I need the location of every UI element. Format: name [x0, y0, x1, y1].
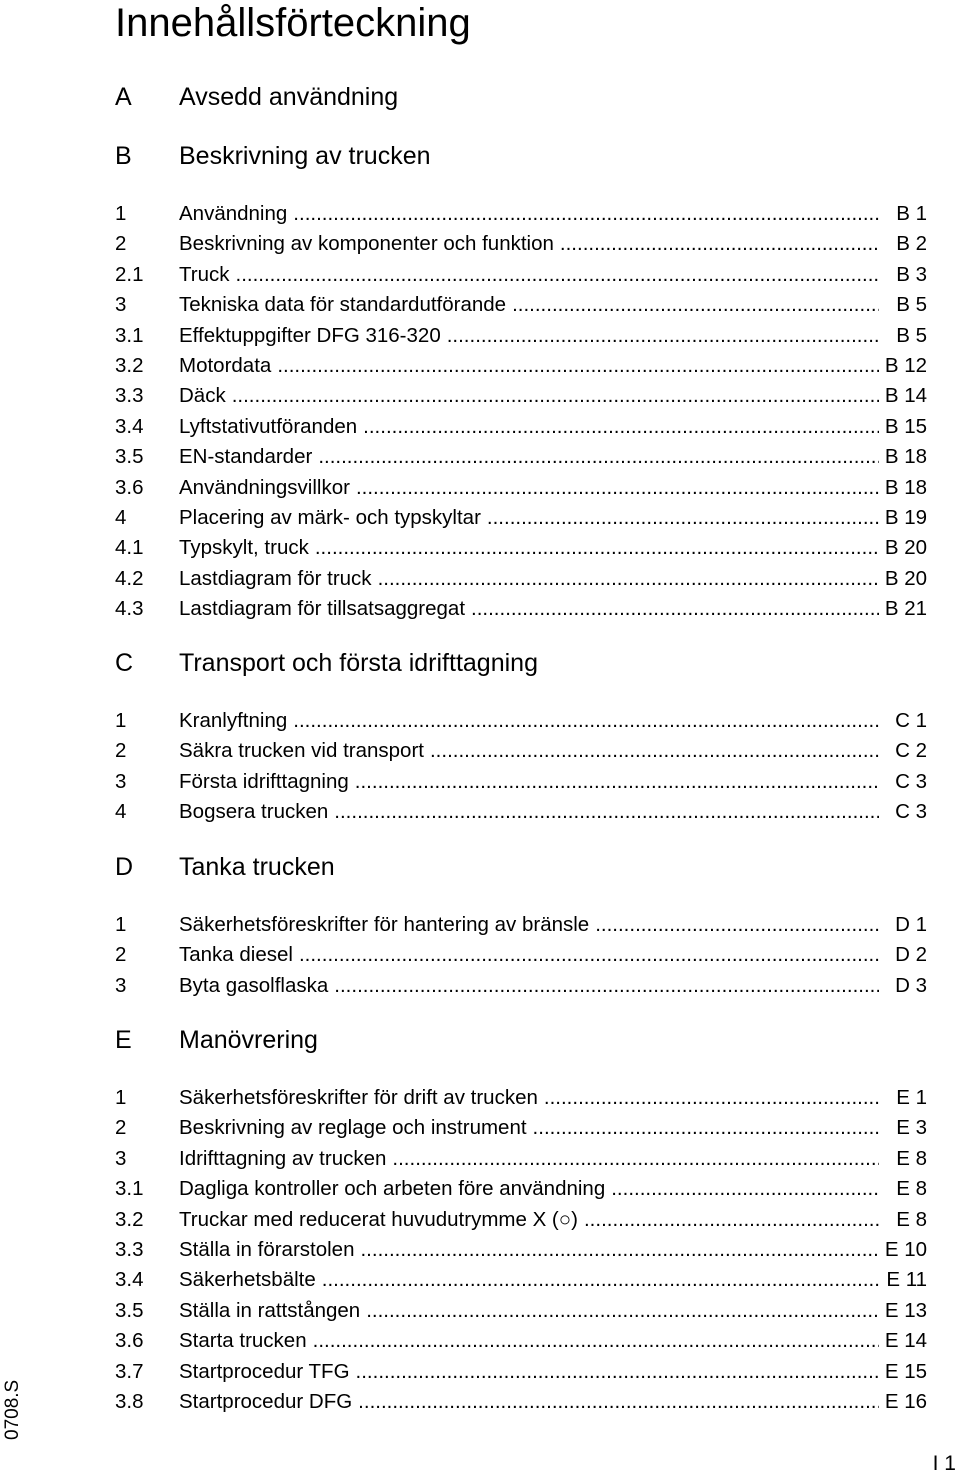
entry-page: B 18: [884, 475, 927, 499]
entry-number: 3.1: [115, 323, 144, 347]
section-title: Manövrering: [179, 1026, 318, 1054]
entry-page: B 5: [896, 323, 927, 347]
section-letter: E: [115, 1026, 132, 1054]
dot-leader: [293, 708, 879, 734]
table-of-contents: [115, 0, 927, 1482]
entry-label: Byta gasolflaska: [179, 973, 329, 997]
section-letter: C: [115, 649, 134, 677]
dot-leader: [584, 1207, 879, 1233]
entry-page: C 3: [895, 800, 927, 824]
entry-page: E 16: [884, 1390, 927, 1413]
entry-number: 1: [115, 709, 127, 732]
entry-number: 3: [115, 293, 127, 317]
section-title: Avsedd användning: [179, 83, 399, 111]
entry-label: Beskrivning av reglage och instrument: [179, 1116, 527, 1140]
dot-leader: [322, 1267, 879, 1293]
section-heading: [115, 852, 927, 882]
entry-number: 3.6: [115, 1329, 144, 1353]
entry-label: Kranlyftning: [179, 709, 288, 732]
entry-number: 1: [115, 202, 127, 225]
toc-entry[interactable]: [115, 414, 927, 440]
dot-leader: [360, 1237, 879, 1263]
entry-page: E 1: [896, 1086, 927, 1109]
entry-number: 3.3: [115, 384, 144, 408]
section-letter: D: [115, 853, 134, 881]
entry-label: Användningsvillkor: [179, 475, 350, 499]
dot-leader: [366, 1298, 879, 1324]
entry-label: Säkerhetsföreskrifter för hantering av bränsle: [179, 913, 590, 936]
toc-entry[interactable]: [115, 1207, 927, 1233]
toc-entry[interactable]: [115, 1389, 927, 1415]
page-title: Innehållsförteckning: [115, 1, 471, 45]
entry-page: E 10: [884, 1238, 927, 1261]
toc-entry[interactable]: [115, 1298, 927, 1324]
entry-page: E 11: [886, 1268, 927, 1292]
entry-label: Lastdiagram för tillsatsaggregat: [179, 597, 466, 621]
entry-label: Däck: [179, 384, 226, 408]
entry-number: 3: [115, 973, 127, 997]
entry-label: Säkra trucken vid transport: [179, 739, 424, 763]
entry-label: Effektuppgifter DFG 316-320: [179, 323, 441, 347]
toc-entry[interactable]: [115, 1176, 927, 1202]
entry-page: D 2: [895, 943, 927, 967]
entry-page: B 3: [896, 262, 927, 286]
dot-leader: [334, 973, 879, 999]
entry-label: EN-standarder: [179, 445, 313, 469]
entry-page: B 20: [884, 566, 927, 590]
toc-entry[interactable]: [115, 769, 927, 795]
entry-page: B 12: [884, 354, 927, 377]
entry-page: B 21: [884, 597, 927, 621]
entry-page: E 8: [896, 1146, 927, 1170]
section-title: Transport och första idrifttagning: [179, 649, 538, 677]
entry-label: Truck: [179, 262, 230, 286]
entry-number: 3.7: [115, 1359, 144, 1383]
toc-entry[interactable]: [115, 708, 927, 734]
entry-label: Typskylt, truck: [179, 536, 309, 560]
dot-leader: [358, 1389, 879, 1415]
dot-leader: [356, 1359, 879, 1385]
dot-leader: [533, 1115, 879, 1141]
entry-label: Beskrivning av komponenter och funktion: [179, 232, 554, 256]
toc-entry[interactable]: [115, 201, 927, 227]
dot-leader: [378, 566, 879, 592]
entry-number: 4.2: [115, 566, 144, 590]
entry-label: Tekniska data för standardutförande: [179, 293, 507, 317]
entry-number: 4.1: [115, 536, 144, 560]
dot-leader: [236, 262, 880, 288]
entry-number: 3.2: [115, 1207, 144, 1231]
toc-entry[interactable]: [115, 973, 927, 999]
toc-entry[interactable]: [115, 444, 927, 470]
entry-label: Startprocedur TFG: [179, 1359, 350, 1383]
entry-number: 2: [115, 943, 127, 967]
section-title: Tanka trucken: [179, 853, 335, 881]
entry-page: B 19: [884, 506, 927, 529]
dot-leader: [318, 444, 879, 470]
entry-number: 3.2: [115, 354, 144, 377]
entry-page: D 1: [895, 913, 927, 936]
entry-number: 2.1: [115, 262, 144, 286]
entry-label: Lyftstativutföranden: [179, 414, 358, 438]
toc-entry[interactable]: [115, 262, 927, 288]
entry-number: 4: [115, 800, 127, 824]
entry-number: 2: [115, 1116, 127, 1140]
dot-leader: [356, 475, 879, 501]
dot-leader: [293, 201, 879, 227]
dot-leader: [392, 1146, 879, 1172]
entry-page: E 15: [884, 1359, 927, 1383]
entry-page: B 14: [884, 384, 927, 408]
toc-entry[interactable]: [115, 535, 927, 561]
entry-label: Ställa in rattstången: [179, 1298, 361, 1322]
entry-page: B 1: [896, 202, 927, 225]
entry-label: Ställa in förarstolen: [179, 1238, 355, 1261]
entry-number: 2: [115, 739, 127, 763]
entry-number: 3.1: [115, 1177, 144, 1201]
entry-number: 3.4: [115, 1268, 144, 1292]
entry-page: C 1: [895, 709, 927, 732]
toc-entry[interactable]: [115, 596, 927, 622]
entry-number: 3.6: [115, 475, 144, 499]
entry-number: 3.5: [115, 1298, 144, 1322]
entry-page: E 8: [896, 1177, 927, 1201]
dot-leader: [487, 505, 879, 531]
toc-entry[interactable]: [115, 1237, 927, 1263]
toc-entry[interactable]: [115, 799, 927, 825]
dot-leader: [595, 912, 879, 938]
entry-label: Lastdiagram för truck: [179, 566, 372, 590]
dot-leader: [447, 323, 879, 349]
entry-label: Starta trucken: [179, 1329, 307, 1353]
toc-entry[interactable]: [115, 566, 927, 592]
toc-entry[interactable]: [115, 505, 927, 531]
entry-label: Säkerhetsföreskrifter för drift av trucken: [179, 1086, 538, 1109]
entry-page: B 2: [896, 232, 927, 256]
dot-leader: [471, 596, 879, 622]
dot-leader: [430, 738, 879, 764]
dot-leader: [544, 1085, 879, 1111]
entry-page: E 3: [896, 1116, 927, 1140]
dot-leader: [313, 1328, 879, 1354]
entry-label: Bogsera trucken: [179, 800, 329, 824]
toc-entry[interactable]: [115, 353, 927, 379]
entry-number: 1: [115, 913, 127, 936]
dot-leader: [512, 292, 879, 318]
section-heading: [115, 82, 927, 112]
entry-page: E 8: [896, 1207, 927, 1231]
entry-page: B 5: [896, 293, 927, 317]
section-title: Beskrivning av trucken: [179, 142, 431, 170]
entry-label: Tanka diesel: [179, 943, 293, 967]
entry-page: B 20: [884, 536, 927, 560]
toc-entry[interactable]: [115, 383, 927, 409]
page-number: I 1: [932, 1452, 956, 1475]
toc-entry[interactable]: [115, 475, 927, 501]
toc-entry[interactable]: [115, 1146, 927, 1172]
section-heading: [115, 141, 927, 171]
entry-label: Startprocedur DFG: [179, 1390, 353, 1413]
entry-number: 3: [115, 1146, 127, 1170]
toc-entry[interactable]: [115, 1328, 927, 1354]
section-letter: A: [115, 83, 132, 111]
entry-number: 4: [115, 506, 127, 529]
dot-leader: [315, 535, 879, 561]
entry-number: 3: [115, 769, 127, 793]
entry-page: D 3: [895, 973, 927, 997]
entry-page: E 13: [884, 1298, 927, 1322]
toc-entry[interactable]: [115, 231, 927, 257]
dot-leader: [277, 353, 879, 379]
entry-page: C 2: [895, 739, 927, 763]
entry-label: Dagliga kontroller och arbeten före användning: [179, 1177, 606, 1201]
entry-number: 3.8: [115, 1390, 144, 1413]
section-heading: [115, 1025, 927, 1055]
dot-leader: [334, 799, 879, 825]
entry-label: Motordata: [179, 354, 272, 377]
dot-leader: [611, 1176, 879, 1202]
toc-entry[interactable]: [115, 942, 927, 968]
dot-leader: [232, 383, 879, 409]
toc-entry[interactable]: [115, 738, 927, 764]
dot-leader: [560, 231, 879, 257]
toc-entry[interactable]: [115, 1085, 927, 1111]
entry-number: 2: [115, 232, 127, 256]
entry-number: 1: [115, 1086, 127, 1109]
section-letter: B: [115, 142, 132, 170]
entry-page: B 15: [884, 414, 927, 438]
dot-leader: [363, 414, 879, 440]
toc-entry[interactable]: [115, 1267, 927, 1293]
entry-label: Truckar med reducerat huvudutrymme X (○): [179, 1207, 578, 1231]
dot-leader: [355, 769, 879, 795]
toc-entry[interactable]: [115, 292, 927, 318]
dot-leader: [299, 942, 879, 968]
entry-label: Placering av märk- och typskyltar: [179, 506, 481, 529]
section-heading: [115, 648, 927, 678]
toc-entry[interactable]: [115, 1115, 927, 1141]
entry-label: Första idrifttagning: [179, 769, 349, 793]
entry-number: 3.4: [115, 414, 144, 438]
entry-number: 3.5: [115, 445, 144, 469]
entry-page: E 14: [884, 1329, 927, 1353]
entry-page: C 3: [895, 769, 927, 793]
entry-label: Säkerhetsbälte: [179, 1268, 316, 1292]
toc-entry[interactable]: [115, 1359, 927, 1385]
entry-number: 4.3: [115, 597, 144, 621]
document-code: 0708.S: [2, 1379, 23, 1440]
entry-label: Användning: [179, 202, 288, 225]
entry-label: Idrifttagning av trucken: [179, 1146, 387, 1170]
entry-page: B 18: [884, 445, 927, 469]
entry-number: 3.3: [115, 1238, 144, 1261]
toc-entry[interactable]: [115, 912, 927, 938]
toc-entry[interactable]: [115, 323, 927, 349]
